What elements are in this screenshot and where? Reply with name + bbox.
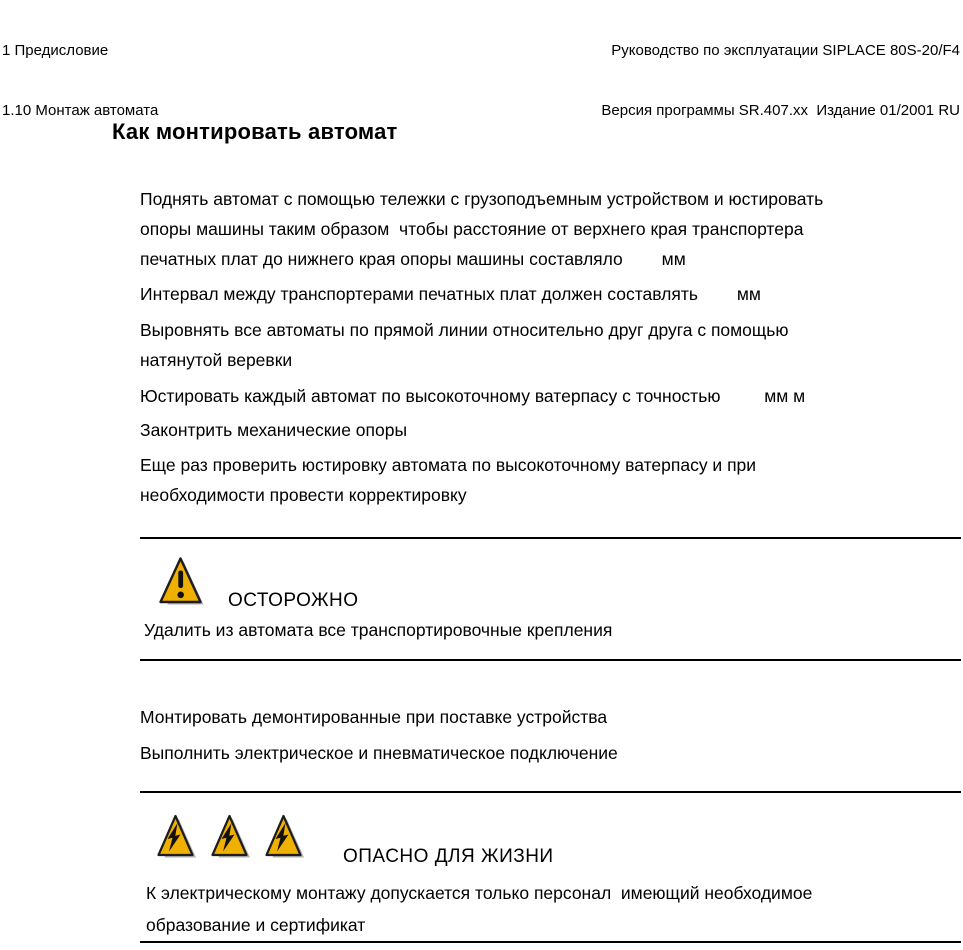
paragraph-lock-supports <box>140 415 407 445</box>
manual-version: Версия программы SR.407.xx Издание 01/2001 RU <box>601 102 960 119</box>
warning-triangle-icon <box>158 556 205 607</box>
divider <box>140 537 961 539</box>
paragraph-line: Монтировать демонтированные при поставке устройства <box>140 707 608 727</box>
header-right <box>601 1 960 161</box>
paragraph-level-machine <box>140 381 805 411</box>
paragraph-line: К электрическому монтажу допускается только персонал имеющий необходимое <box>146 883 813 903</box>
paragraph-line: Выровнять все автоматы по прямой линии относительно друг друга с помощью <box>140 320 789 340</box>
paragraph-line: печатных плат до нижнего края опоры машины составляло мм <box>140 249 686 269</box>
danger-label: ОПАСНО ДЛЯ ЖИЗНИ <box>343 846 554 867</box>
section-number: 1.10 Монтаж автомата <box>2 102 159 119</box>
paragraph-line: необходимости провести корректировку <box>140 485 467 505</box>
manual-title: Руководство по эксплуатации SIPLACE 80S-20/F4 <box>611 42 960 59</box>
high-voltage-icon <box>210 814 251 860</box>
caution-label: ОСТОРОЖНО <box>228 590 359 611</box>
danger-text <box>146 877 812 941</box>
paragraph-recheck-level <box>140 450 756 510</box>
paragraph-align-machines <box>140 315 789 375</box>
high-voltage-icon <box>156 814 197 860</box>
high-voltage-icon <box>264 814 305 860</box>
paragraph-line: натянутой веревки <box>140 350 293 370</box>
paragraph-line: Законтрить механические опоры <box>140 420 408 440</box>
paragraph-lift-machine <box>140 184 823 274</box>
paragraph-conveyor-interval <box>140 279 761 309</box>
paragraph-line: образование и сертификат <box>146 915 366 935</box>
paragraph-line: Выполнить электрическое и пневматическое подключение <box>140 743 618 763</box>
paragraph-mount-devices <box>140 702 607 732</box>
divider <box>140 659 961 661</box>
caution-icon-row <box>158 556 205 607</box>
paragraph-line: Интервал между транспортерами печатных плат должен составлять мм <box>140 284 761 304</box>
page-title: Как монтировать автомат <box>112 119 398 144</box>
danger-icon-row <box>156 814 305 860</box>
caution-text: Удалить из автомата все транспортировочные крепления <box>144 620 613 640</box>
divider <box>140 791 961 793</box>
chapter-number: 1 Предисловие <box>2 42 109 59</box>
paragraph-line: Юстировать каждый автомат по высокоточному ватерпасу с точностью мм м <box>140 386 806 406</box>
divider <box>140 941 961 943</box>
paragraph-connections <box>140 738 618 768</box>
paragraph-line: опоры машины таким образом чтобы расстояние от верхнего края транспортера <box>140 219 804 239</box>
paragraph-line: Еще раз проверить юстировку автомата по высокоточному ватерпасу и при <box>140 455 757 475</box>
paragraph-line: Поднять автомат с помощью тележки с грузоподъемным устройством и юстировать <box>140 189 824 209</box>
